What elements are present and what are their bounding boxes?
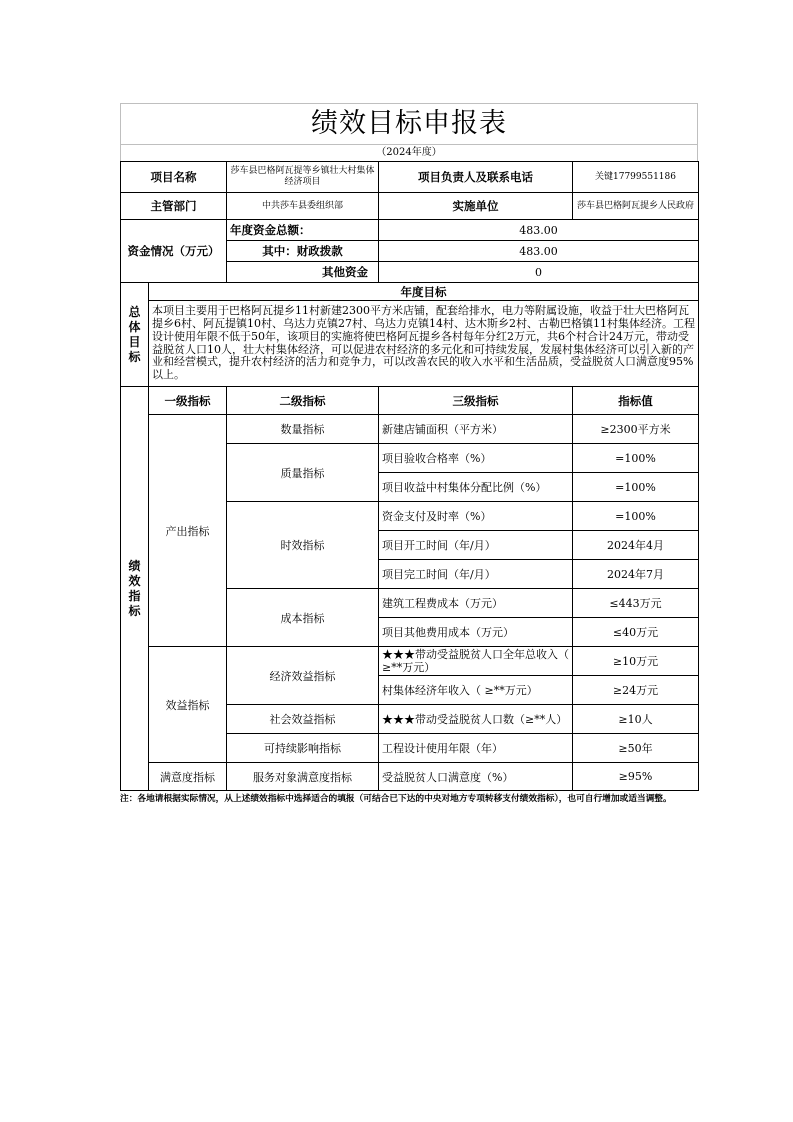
level1-output: 产出指标 — [149, 415, 227, 647]
impl-unit-value: 莎车县巴格阿瓦提乡人民政府 — [573, 193, 699, 220]
funds-other-value: 0 — [379, 262, 699, 283]
value-header: 指标值 — [573, 387, 699, 415]
indicator-name: 工程设计使用年限（年） — [379, 734, 573, 763]
indicator-name: 项目验收合格率（%） — [379, 444, 573, 473]
funds-total-value: 483.00 — [379, 220, 699, 241]
level2-quality: 质量指标 — [227, 444, 379, 502]
contact-label: 项目负责人及联系电话 — [379, 162, 573, 193]
indicator-name: 受益脱贫人口满意度（%） — [379, 763, 573, 791]
level1-benefit: 效益指标 — [149, 647, 227, 763]
indicator-value: ≥95% — [573, 763, 699, 791]
indicator-value: ≥2300平方米 — [573, 415, 699, 444]
funds-fiscal-value: 483.00 — [379, 241, 699, 262]
indicator-value: ≥50年 — [573, 734, 699, 763]
dept-label: 主管部门 — [121, 193, 227, 220]
indicator-value: ≤40万元 — [573, 618, 699, 647]
impl-unit-label: 实施单位 — [379, 193, 573, 220]
indicator-name: 村集体经济年收入（ ≥**万元） — [379, 676, 573, 705]
form-table — [120, 161, 699, 791]
funds-other-label: 其他资金 — [227, 262, 379, 283]
level2-social: 社会效益指标 — [227, 705, 379, 734]
indicator-name: 项目其他费用成本（万元） — [379, 618, 573, 647]
indicator-value: 2024年7月 — [573, 560, 699, 589]
indicator-value: ≥24万元 — [573, 676, 699, 705]
level2-service-satisfaction: 服务对象满意度指标 — [227, 763, 379, 791]
indicator-name: 项目开工时间（年/月） — [379, 531, 573, 560]
performance-form — [120, 103, 698, 791]
level2-sustainability: 可持续影响指标 — [227, 734, 379, 763]
contact-value: 关键17799551186 — [573, 162, 699, 193]
project-name-label: 项目名称 — [121, 162, 227, 193]
level1-satisfaction: 满意度指标 — [149, 763, 227, 791]
indicator-value: =100% — [573, 473, 699, 502]
annual-goal-text: 本项目主要用于巴格阿瓦提乡11村新建2300平方米店铺，配套给排水，电力等附属设施，收益于壮大巴格阿瓦提乡6村、阿瓦提镇10村、乌达力克镇27村、乌达力克镇14村、达木斯乡2村、古勒巴格镇11村集体经济。工程设计使用年限不低于50年，该项目的实施将使巴格阿瓦提乡各村每年分红2万元，共6个村合计24万元，带动受益脱贫人口10人，壮大村集体经济，可以促进农村经济的多元化和可持续发展，发展村集体经济可以引入新的产业和经营模式，提升农村经济的活力和竞争力，可以改善农民的收入水平和生活品质，受益脱贫人口满意度95%以上。 — [149, 301, 699, 387]
annual-goal-header: 年度目标 — [149, 283, 699, 301]
level2-economic: 经济效益指标 — [227, 647, 379, 705]
indicator-value: ≤443万元 — [573, 589, 699, 618]
level3-header: 三级指标 — [379, 387, 573, 415]
level1-header: 一级指标 — [149, 387, 227, 415]
dept-value: 中共莎车县委组织部 — [227, 193, 379, 220]
indicator-name: ★★★带动受益脱贫人口数（≥**人） — [379, 705, 573, 734]
indicator-name: 建筑工程费成本（万元） — [379, 589, 573, 618]
indicator-value: =100% — [573, 502, 699, 531]
form-year: （2024年度） — [120, 144, 698, 161]
project-name-value: 莎车县巴格阿瓦提等乡镇壮大村集体经济项目 — [227, 162, 379, 193]
level2-timeliness: 时效指标 — [227, 502, 379, 589]
funds-total-label: 年度资金总额： — [227, 220, 379, 241]
level2-header: 二级指标 — [227, 387, 379, 415]
indicator-name: 新建店铺面积（平方米） — [379, 415, 573, 444]
indicator-name: ★★★带动受益脱贫人口全年总收入（ ≥**万元） — [379, 647, 573, 676]
indicator-value: ≥10万元 — [573, 647, 699, 676]
funds-label: 资金情况（万元） — [121, 220, 227, 283]
indicator-value: =100% — [573, 444, 699, 473]
indicator-name: 项目完工时间（年/月） — [379, 560, 573, 589]
form-title: 绩效目标申报表 — [120, 103, 698, 144]
level2-cost: 成本指标 — [227, 589, 379, 647]
indicator-value: 2024年4月 — [573, 531, 699, 560]
indicator-name: 资金支付及时率（%） — [379, 502, 573, 531]
overall-goal-label: 总体目标 — [121, 283, 149, 387]
level2-quantity: 数量指标 — [227, 415, 379, 444]
indicator-name: 项目收益中村集体分配比例（%） — [379, 473, 573, 502]
performance-indicator-label: 绩效指标 — [121, 387, 149, 791]
funds-fiscal-label: 其中：财政拨款 — [227, 241, 379, 262]
footnote: 注：各地请根据实际情况，从上述绩效指标中选择适合的填报（可结合已下达的中央对地方专项转移支付绩效指标），也可自行增加或适当调整。 — [120, 794, 672, 804]
indicator-value: ≥10人 — [573, 705, 699, 734]
